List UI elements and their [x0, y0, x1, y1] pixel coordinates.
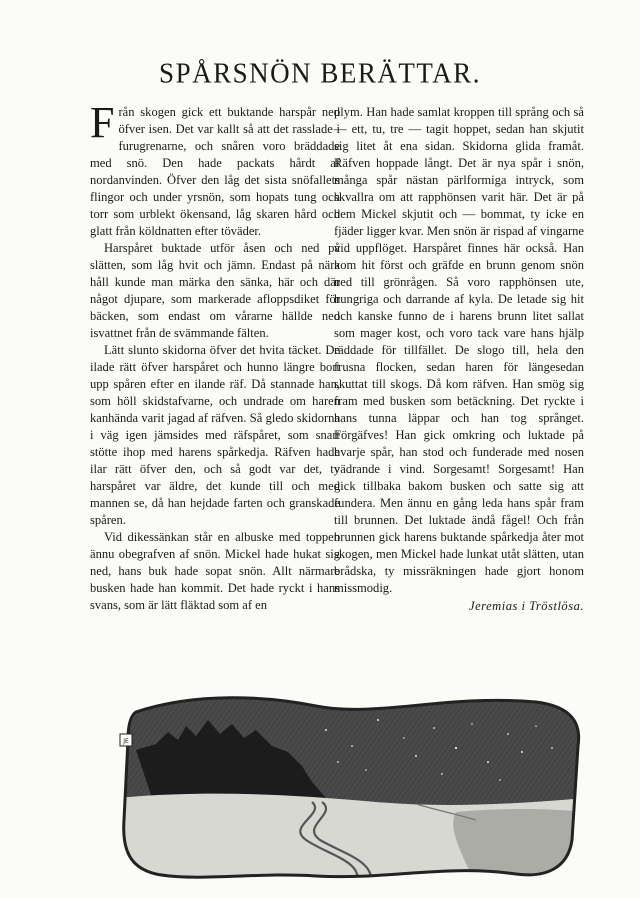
text-column-right — [334, 104, 584, 615]
article-title: SPÅRSNÖN BERÄTTAR. — [159, 57, 481, 89]
paragraph-1 — [90, 98, 340, 240]
paragraph-2: Harspåret buktade utför åsen och ned på slätten, som låg hvit och jämn. Endast på nära håll kunde man märka den sänka, här och där något djupare, som markerade afloppsdiket för bäcken, som endast om vårarne hällde ned isvattnet från de svämmande fälten. — [90, 241, 340, 340]
paragraph-4-cont: plym. Han hade samlat kroppen till språng och så — ett, tu, tre — tagit hoppet, sedan han skjutit sig litet åt ena sidan. Skidorna glida framåt. Räfven hoppade långt. Det är nya spår i snön, många spår nästan pärlformiga intryck, som skvallra om att rapphönsen varit här. Det är på dem Mickel skjutit och — bommat, ty icke en fjäder ligger kvar. Men snön är rispad af vingarne vid uppflöget. Harspåret finnes här också. Han kom hit först och gräfde en brunn genom snön ned till grönrågen. Så voro rapphönsen ute, hungriga och darrande af kyla. De letade sig hit och kanske funno de i harens brunn litet sallat som mager kost, och voro tack vare hans hjälp räddade för tillfället. De slogo till, hela den frusna flocken, sedan haren för längesedan skuttat till skogs. Då kom räfven. Han smög sig fram med busken som betäckning. Det ryckte i hans tunna läppar och han tog språnget. Förgäfves! Han gick omkring och luktade på hvarje spår, han stod och funderade med nosen vädrande i vind. Sorgesamt! Sorgesamt! Han gick tillbaka bakom busken och satte sig att fundera. Men ännu en gång leda hans spår fram till brunnen. Det luktade ändå fågel! Och från brunnen gick harens buktande spårkedja åter mot skogen, men Mickel hade lunkat utåt slätten, utan brådska, ty missräkningen hade gjort honom missmodig. — [334, 105, 584, 595]
text-column-left — [90, 98, 340, 614]
artist-monogram: JE — [123, 738, 129, 745]
paragraph-3: Lätt slunto skidorna öfver det hvita täcket. De ilade rätt öfver harspåret och hunno längre bort upp spåren efter en ilande räf. Då stannade han, som höll skidstafvarne, och undrade om haren kanhända varit jagad af räfven. Så gledo skidorna i väg igen jämsides med räfspåret, som snart stötte ihop med harens spårkedja. Räfven hade ilar rätt öfver den, och så godt var det, ty harspåret var äldre, det kunde till och med mannen se, då han hejdade farten och granskade spåren. — [90, 343, 340, 527]
drop-cap: F — [90, 98, 115, 147]
author-signature: Jeremias i Tröstlösa. — [469, 599, 584, 613]
snow-landscape-illustration — [116, 690, 586, 886]
paragraph-4-start: Vid dikessänkan står en albuske med toppen ännu obegrafven af snön. Mickel hade hukat sig ned, hans buk hade sopat snön. Allt närmare busken hade han kommit. Det hade ryckt i hans svans, som är lätt fläktad som af en — [90, 530, 340, 612]
paragraph-1-text: rån skogen gick ett buktande harspår ned öfver isen. Det var kallt så att det rasslade i furugrenarne, och snåren voro bräddade med snö. Den hade packats hårdt af nordanvinden. Öfver den låg det sista snöfallets flingor och under yrsnön, som hopats tung och torr som urblekt ökensand, låg skaren hård och glatt från köldnatten efter töväder. — [90, 105, 340, 238]
